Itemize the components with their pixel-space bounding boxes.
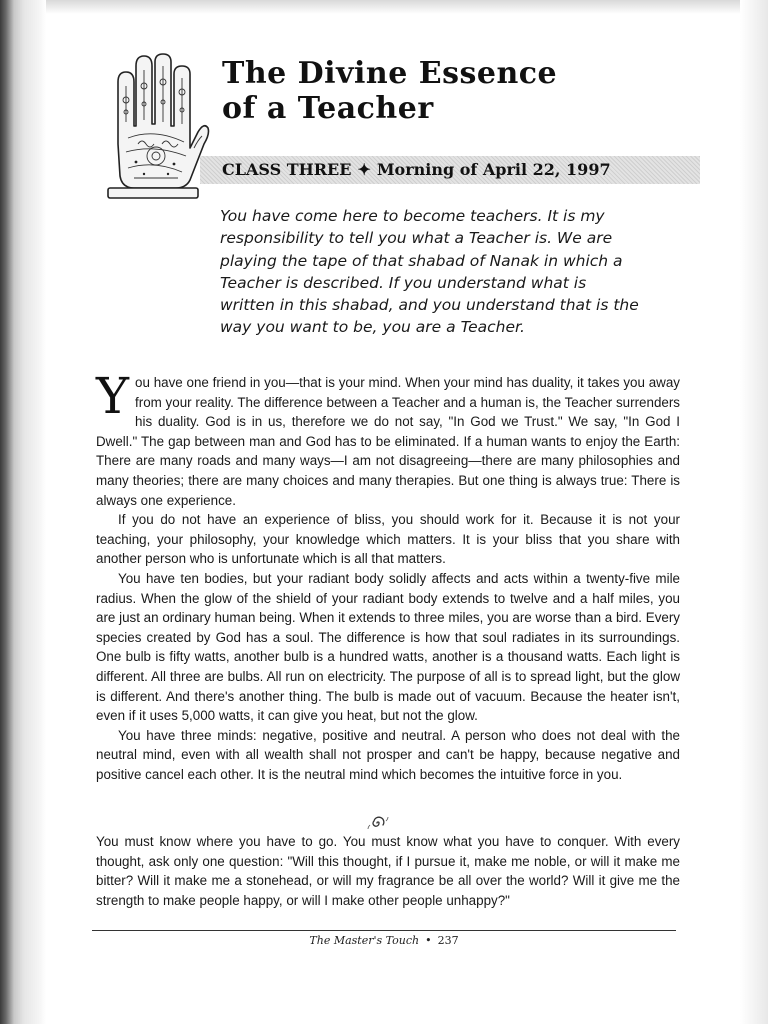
class-label: CLASS THREE [222, 160, 352, 179]
title-line-1: The Divine Essence [222, 56, 558, 91]
class-date: Morning of April 22, 1997 [376, 160, 611, 179]
decorated-hand-icon [98, 52, 210, 202]
scan-shadow-top [0, 0, 768, 14]
footer-rule [92, 930, 676, 931]
class-separator: ✦ [357, 160, 371, 179]
scan-shadow-right [740, 0, 768, 1024]
page-footer [92, 934, 676, 947]
paragraph-4: You have three minds: negative, positive and neutral. A person who does not deal with the neutral mind, even with all wealth shall not prosper and can't be happy, because negative and positive cancel each other. It is the neutral mind which becomes the intuitive force in you. [96, 727, 680, 782]
intro-paragraph: You have come here to become teachers. It is my responsibility to tell you what a Teacher is. We are playing the tape of that shabad of Nanak in which a Teacher is described. If you understand what is written in this shabad, and you understand that is the way you want to be, you are a Teacher. [220, 207, 639, 337]
paragraph-2: If you do not have an experience of bliss, you should work for it. Because it is not your teaching, your philosophy, your knowledge which matters. It is your bliss that you share with another person who is unfortunate which is all that matters. [96, 512, 680, 567]
page-title [222, 56, 682, 126]
page-number: 237 [437, 934, 459, 947]
drop-cap: Y [96, 367, 130, 425]
footer-separator: • [425, 934, 432, 947]
paragraph-1 [96, 367, 680, 510]
class-heading [222, 157, 702, 183]
footer-book-title: The Master's Touch [309, 934, 420, 947]
closing-paragraph: You must know where you have to go. You must know what you have to conquer. With every thought, ask only one question: "Will this thought, if I pursue it, make me noble, or will it make me bitter? Will it make me a stonehead, or will my fragrance be all over the world? Will it give me the strength to make people happy, or will I make other people unhappy?" [96, 834, 680, 908]
paragraph-1-text: ou have one friend in you—that is your mind. When your mind has duality, it takes you away from your reality. The difference between a Teacher and a human is, the Teacher surrenders his duality. God is in us, therefore we do not say, "In God we Trust." We say, "In God I Dwell." The gap between man and God has to be eliminated. If a human wants to enjoy the Earth: There are many roads and many ways—I am not disagreeing—there are many philosophies and many theories; there are many choices and many therapies. But one thing is always true: There is always one experience. [96, 375, 680, 508]
body-text [96, 367, 680, 784]
title-line-2: of a Teacher [222, 91, 434, 126]
paragraph-3: You have ten bodies, but your radiant body solidly affects and acts within a twenty-five mile radius. When the glow of the shield of your radiant body extends to twelve and a half miles, you are just an ordinary human being. When it extends to three miles, you are worse than a bird. Every species created by God has a soul. The difference is how that soul radiates in its surroundings. One bulb is fifty watts, another bulb is a hundred watts, another is a thousand watts. Each light is different. All three are bulbs. All run on electricity. The purpose of all is to spread light, but the glow is different. And there's another thing. The bulb is made out of vacuum. Because the heater isn't, even if it uses 5,000 watts, it can give you heat, but not the glow. [96, 570, 680, 724]
book-spine-shadow [0, 0, 46, 1024]
